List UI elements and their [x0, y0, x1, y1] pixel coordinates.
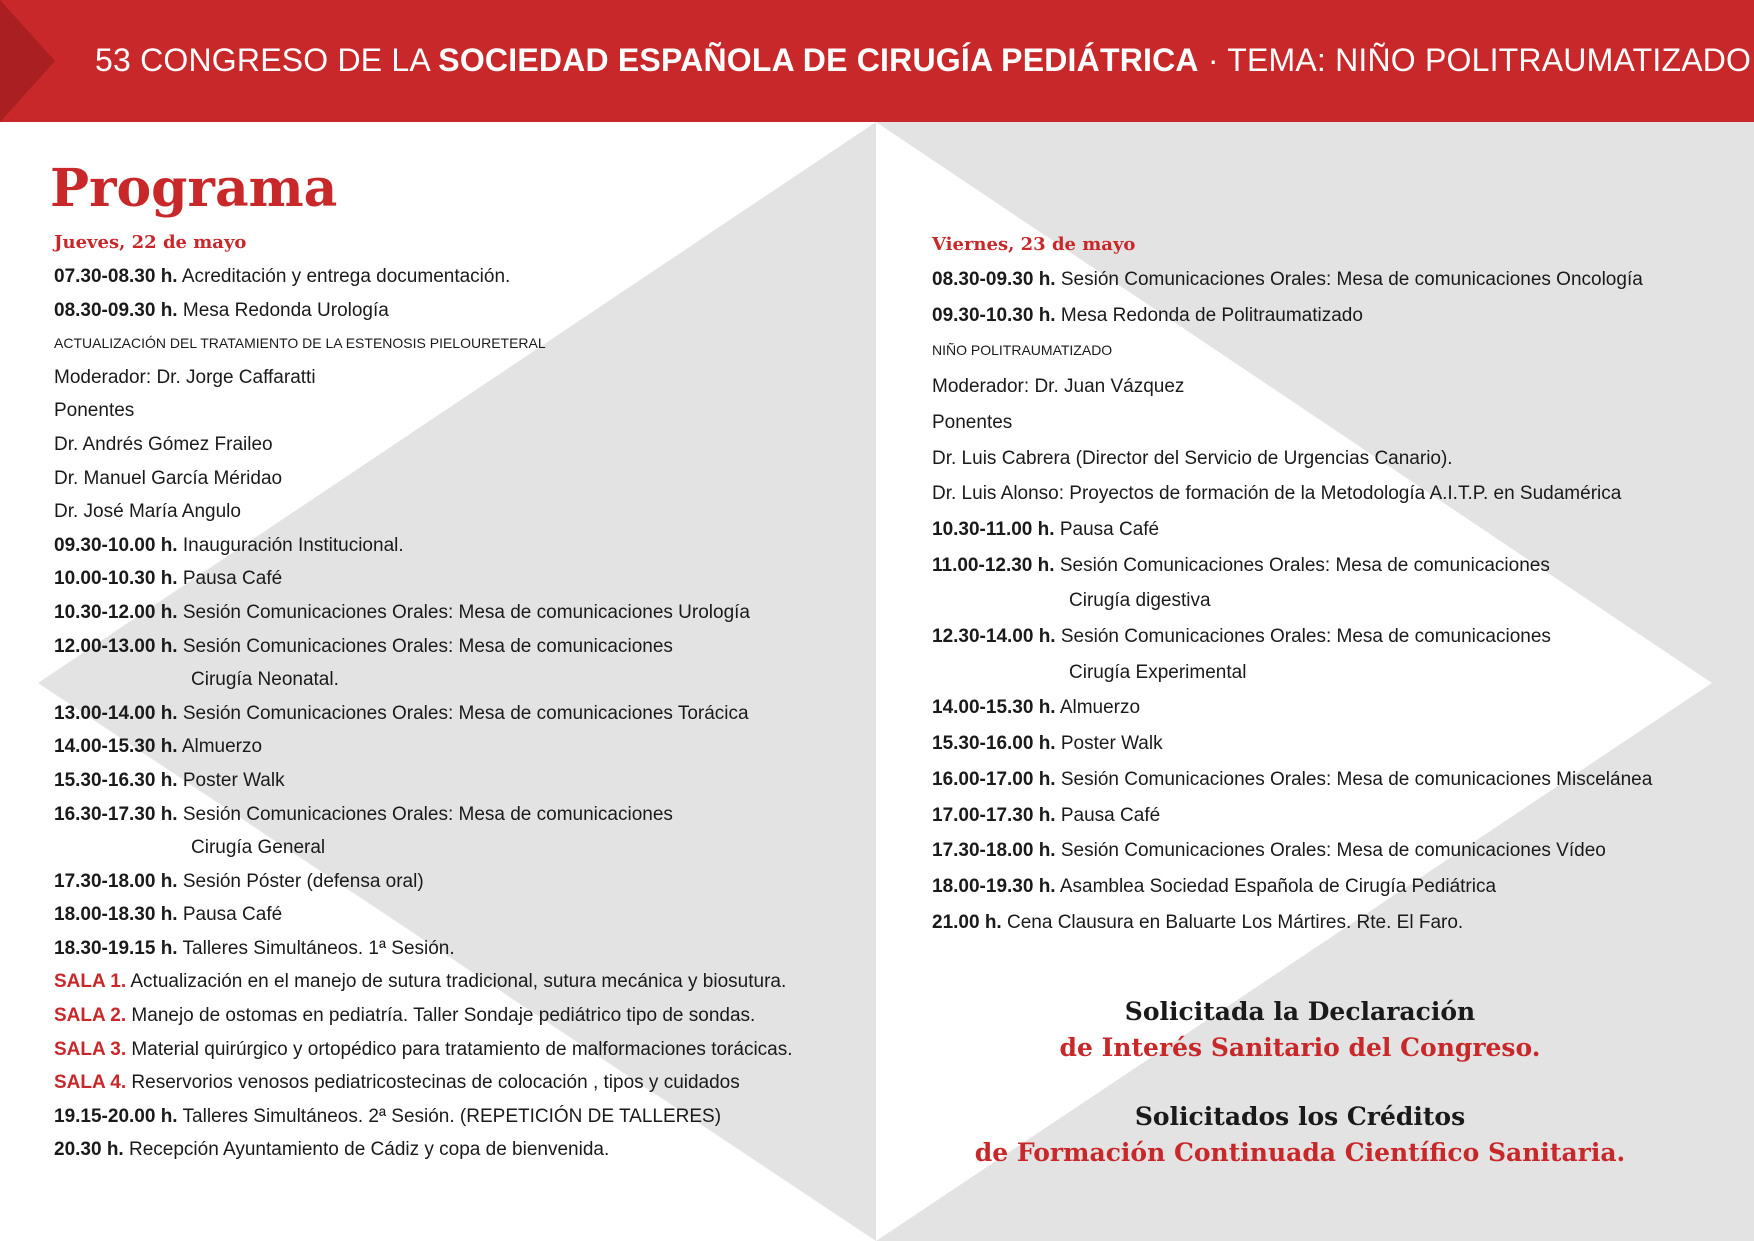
room-label: SALA 1.	[54, 971, 127, 993]
row-desc: Pausa Café	[182, 568, 283, 590]
schedule-row	[932, 548, 1732, 584]
declaration-note	[900, 994, 1700, 1066]
row-time: 17.30-18.00 h.	[54, 870, 178, 892]
page-title: Programa	[50, 158, 338, 219]
speaker: Dr. José María Angulo	[54, 501, 241, 523]
row-time: 18.30-19.15 h.	[54, 937, 178, 959]
row-desc: Sesión Comunicaciones Orales: Mesa de comunicaciones Oncología	[1060, 269, 1643, 290]
row-time: 20.30 h.	[54, 1139, 124, 1161]
row-desc: Talleres Simultáneos. 2ª Sesión. (REPETICIÓN DE TALLERES)	[182, 1105, 722, 1127]
row-time: 10.30-12.00 h.	[54, 601, 178, 623]
row-time: 09.30-10.00 h.	[54, 534, 178, 556]
schedule-row	[54, 294, 874, 328]
moderator: Moderador: Dr. Juan Vázquez	[932, 376, 1185, 398]
room-desc: Reservorios venosos pediatricostecinas de colocación , tipos y cuidados	[131, 1072, 740, 1094]
schedule-row	[932, 798, 1732, 834]
schedule-row	[932, 905, 1732, 941]
speaker: Dr. Luis Alonso: Proyectos de formación de la Metodología A.I.T.P. en Sudamérica	[932, 483, 1622, 505]
schedule-row	[932, 726, 1732, 762]
moderator: Moderador: Dr. Jorge Caffaratti	[54, 366, 316, 388]
note-line: Solicitada la Declaración	[1124, 997, 1476, 1026]
row-desc: Mesa Redonda de Politraumatizado	[1060, 304, 1363, 326]
schedule-row	[54, 1100, 874, 1134]
note-line: de Formación Continuada Científico Sanitaria.	[974, 1138, 1626, 1167]
row-desc: Mesa Redonda Urología	[182, 299, 389, 321]
schedule-row	[54, 798, 874, 832]
workshop-room	[54, 965, 874, 999]
row-time: 12.00-13.00 h.	[54, 635, 178, 657]
row-desc: Almuerzo	[181, 736, 263, 758]
row-time: 14.00-15.30 h.	[932, 697, 1056, 719]
session-subtitle: NIÑO POLITRAUMATIZADO	[932, 342, 1113, 359]
credits-note	[900, 1099, 1700, 1171]
row-desc: Sesión Comunicaciones Orales: Mesa de comunicaciones	[182, 803, 673, 825]
row-desc: Poster Walk	[1060, 733, 1163, 755]
row-time: 17.30-18.00 h.	[932, 840, 1056, 862]
row-time: 10.00-10.30 h.	[54, 568, 178, 590]
schedule-row	[54, 932, 874, 966]
row-time: 17.00-17.30 h.	[932, 804, 1056, 826]
row-desc: Poster Walk	[182, 769, 285, 791]
workshop-room	[54, 1033, 874, 1067]
day-heading: Jueves, 22 de mayo	[54, 232, 247, 253]
room-label: SALA 4.	[54, 1072, 127, 1094]
row-desc: Sesión Póster (defensa oral)	[182, 870, 424, 892]
row-desc: Sesión Comunicaciones Orales: Mesa de comunicaciones Vídeo	[1060, 840, 1606, 862]
banner-theme: · TEMA: NIÑO POLITRAUMATIZADO	[1198, 42, 1752, 78]
speaker: Dr. Manuel García Méridao	[54, 467, 283, 489]
row-desc: Almuerzo	[1059, 697, 1141, 719]
note-line: de Interés Sanitario del Congreso.	[1059, 1033, 1541, 1062]
row-desc: Sesión Comunicaciones Orales: Mesa de comunicaciones Urología	[182, 601, 750, 623]
session-subtitle: ACTUALIZACIÓN DEL TRATAMIENTO DE LA ESTENOSIS PIELOURETERAL	[54, 335, 546, 352]
speaker: Dr. Luis Cabrera (Director del Servicio de Urgencias Canario).	[932, 447, 1453, 469]
schedule-row	[54, 730, 874, 764]
row-desc: Sesión Comunicaciones Orales: Mesa de comunicaciones	[1059, 554, 1550, 576]
schedule-row	[54, 596, 874, 630]
row-desc: Inauguración Institucional.	[182, 534, 404, 556]
speakers-label: Ponentes	[932, 411, 1013, 433]
row-time: 16.00-17.00 h.	[932, 768, 1056, 790]
schedule-row	[932, 512, 1732, 548]
row-desc: Cena Clausura en Baluarte Los Mártires. Rte. El Faro.	[1007, 911, 1464, 933]
schedule-row	[54, 898, 874, 932]
row-desc: Pausa Café	[1060, 804, 1161, 826]
banner-arrow-shape	[0, 0, 55, 122]
row-continuation: Cirugía Neonatal.	[191, 669, 339, 691]
banner-title	[95, 42, 1752, 79]
schedule-row	[54, 630, 874, 664]
row-desc: Acreditación y entrega documentación.	[181, 266, 511, 287]
room-label: SALA 3.	[54, 1038, 127, 1060]
row-continuation: Cirugía digestiva	[1069, 590, 1211, 612]
schedule-row	[932, 762, 1732, 798]
row-desc: Pausa Café	[1059, 518, 1160, 540]
schedule-row	[54, 865, 874, 899]
room-desc: Actualización en el manejo de sutura tradicional, sutura mecánica y biosutura.	[130, 971, 787, 993]
room-desc: Material quirúrgico y ortopédico para tratamiento de malformaciones torácicas.	[131, 1038, 793, 1060]
day-heading: Viernes, 23 de mayo	[932, 234, 1136, 255]
row-desc: Sesión Comunicaciones Orales: Mesa de comunicaciones	[182, 635, 673, 657]
row-desc: Recepción Ayuntamiento de Cádiz y copa de bienvenida.	[129, 1139, 610, 1161]
workshop-room	[54, 999, 874, 1033]
schedule-row	[932, 298, 1732, 334]
row-time: 14.00-15.30 h.	[54, 736, 178, 758]
row-time: 16.30-17.30 h.	[54, 803, 178, 825]
header-banner	[0, 0, 1754, 122]
row-time: 15.30-16.30 h.	[54, 769, 178, 791]
friday-column	[932, 231, 1732, 940]
schedule-row	[932, 833, 1732, 869]
row-time: 18.00-19.30 h.	[932, 875, 1056, 897]
note-line: Solicitados los Créditos	[1134, 1102, 1466, 1131]
room-desc: Manejo de ostomas en pediatría. Taller Sondaje pediátrico tipo de sondas.	[131, 1005, 756, 1027]
schedule-row	[932, 869, 1732, 905]
row-time: 07.30-08.30 h.	[54, 266, 178, 287]
row-desc: Talleres Simultáneos. 1ª Sesión.	[182, 937, 455, 959]
row-time: 12.30-14.00 h.	[932, 626, 1056, 648]
row-continuation: Cirugía General	[191, 837, 326, 859]
workshop-room	[54, 1066, 874, 1100]
thursday-column	[54, 229, 874, 1167]
room-label: SALA 2.	[54, 1005, 127, 1027]
row-time: 15.30-16.00 h.	[932, 733, 1056, 755]
row-desc: Sesión Comunicaciones Orales: Mesa de comunicaciones Torácica	[182, 702, 749, 724]
row-time: 19.15-20.00 h.	[54, 1105, 178, 1127]
row-continuation: Cirugía Experimental	[1069, 661, 1247, 683]
row-time: 08.30-09.30 h.	[932, 269, 1056, 290]
schedule-row	[54, 1133, 874, 1167]
banner-society: SOCIEDAD ESPAÑOLA DE CIRUGÍA PEDIÁTRICA	[438, 42, 1199, 78]
speaker: Dr. Andrés Gómez Fraileo	[54, 433, 273, 455]
row-time: 10.30-11.00 h.	[932, 518, 1055, 540]
schedule-row	[54, 697, 874, 731]
schedule-row	[54, 260, 874, 294]
speakers-label: Ponentes	[54, 400, 135, 422]
row-desc: Pausa Café	[182, 904, 283, 926]
row-time: 11.00-12.30 h.	[932, 554, 1055, 576]
schedule-row	[932, 690, 1732, 726]
row-time: 13.00-14.00 h.	[54, 702, 178, 724]
row-time: 18.00-18.30 h.	[54, 904, 178, 926]
row-time: 08.30-09.30 h.	[54, 299, 178, 321]
row-time: 09.30-10.30 h.	[932, 304, 1056, 326]
schedule-row	[54, 529, 874, 563]
row-desc: Asamblea Sociedad Española de Cirugía Pediátrica	[1059, 875, 1497, 897]
row-time: 21.00 h.	[932, 911, 1002, 933]
row-desc: Sesión Comunicaciones Orales: Mesa de comunicaciones	[1060, 626, 1551, 648]
row-desc: Sesión Comunicaciones Orales: Mesa de comunicaciones Miscelánea	[1060, 768, 1653, 790]
banner-pre: 53 CONGRESO DE LA	[95, 42, 439, 78]
schedule-row	[54, 562, 874, 596]
schedule-row	[932, 262, 1732, 298]
schedule-row	[54, 764, 874, 798]
schedule-row	[932, 619, 1732, 655]
